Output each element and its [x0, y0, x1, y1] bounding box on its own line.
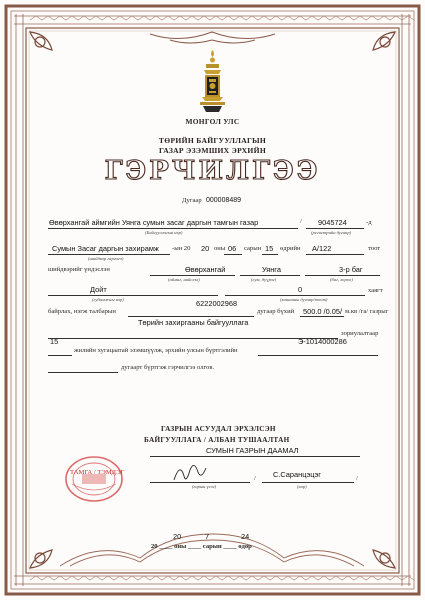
certificate-number: 000008489	[206, 197, 242, 204]
order-label: тоот	[368, 245, 381, 252]
row1-suffix: -д	[366, 219, 372, 226]
document-title: ГЭРЧИЛГЭЭ	[104, 156, 321, 186]
issue-day: 24	[241, 532, 250, 541]
land-area: 500.0 /0.05/	[303, 307, 343, 316]
header-line-1: ТӨРИЙН БАЙГУУЛЛАГЫН	[158, 136, 267, 145]
street-name: Дойт	[90, 285, 107, 294]
row6-suffix: зориулалтаар	[341, 330, 379, 337]
official-name: С.Саранцэцэг	[273, 470, 321, 479]
row5-prefix: байрлах, нэгж талбарын	[48, 308, 116, 315]
decision-authority: Сумын Засаг даргын захирамж	[52, 244, 159, 253]
bag-name: 3-р баг	[339, 265, 363, 274]
term-years: 15	[50, 337, 59, 346]
organization-caption: (Байгууллагын нэр)	[145, 230, 183, 235]
certificate-page: МОНГОЛ УЛС ТӨРИЙН БАЙГУУЛЛАГЫН ГАЗАР ЭЗЭМШИХ ЭРХИЙН ГЭРЧИЛГЭЭ Дугаар 000008489 Өвөрхангай аймгийн Уянга сумын засаг даргын тамгын газар / 9045724 -д (Байгууллагын нэр) (регистрийн дугаар) Сумын Засаг даргын захирамж -ын 20 20 оны 06 сарын 15 өдрийн А/122 тоот (шийдвэр гаргагч) шийдвэрийг үндэслэн Өвөрхангай Уянга 3-р баг (аймаг, нийслэл) (сум, дүүрэг) (баг, хороо) Дойт 0 хаягт (гудамжны нэр) (хашааны дугаар/тоот) 6222002968 байрлах, нэгж талбарын дугаар бүхий 500.0 /0.05/ м.кв /га/ газрыг Төрийн захиргааны байгууллага зориулалтаар 15 Э-1014000286 жилийн хугацаатай эзэмшүүлж, эрхийн улсын бүртгэлийн дугаарт бүртгэж гэрчилгээ олгов. ГАЗРЫН АСУУДАЛ ЭРХЭЛСЭН БАЙГУУЛЛАГА / АЛБАН ТУШААЛТАН СУМЫН ГАЗРЫН ДААМАЛ / С.Саранцэцэг / (гарын үсэг) (нэр) ТАМГА / ТЭМДЭГ 20 7 24 20 ____ оны ____ сарын ____ өдөр	[0, 0, 425, 600]
name-caption: (нэр)	[297, 484, 307, 489]
month-label: сарын	[244, 245, 262, 252]
decision-day: 15	[265, 244, 274, 253]
rights-registration-number: Э-1014000286	[298, 337, 347, 346]
street-caption: (гудамжны нэр)	[92, 297, 124, 302]
year-label: оны	[214, 245, 226, 252]
row4-suffix: хаягт	[368, 287, 383, 294]
issue-month: 7	[205, 532, 210, 541]
registration-caption: (регистрийн дугаар)	[311, 230, 352, 235]
decision-year: 20	[201, 244, 210, 253]
row5-suffix: м.кв /га/ газрыг	[345, 308, 389, 315]
aimag-caption: (аймаг, нийслэл)	[168, 277, 200, 282]
soum-caption: (сум, дүүрэг)	[251, 277, 277, 282]
bag-caption: (баг, хороо)	[330, 277, 353, 282]
decision-month: 06	[228, 244, 237, 253]
aimag-name: Өвөрхангай	[185, 265, 226, 274]
number-label: Дугаар	[182, 197, 202, 204]
row5-mid: дугаар бүхий	[257, 308, 295, 315]
year-prefix: -ын 20	[172, 245, 191, 252]
parcel-number: 6222002968	[196, 299, 238, 308]
row3-prefix: шийдвэрийг үндэслэн	[48, 266, 110, 273]
country-name: МОНГОЛ УЛС	[185, 117, 240, 126]
agency-line-1: ГАЗРЫН АСУУДАЛ ЭРХЭЛСЭН	[161, 425, 276, 433]
agency-line-2: БАЙГУУЛЛАГА / АЛБАН ТУШААЛТАН	[144, 436, 290, 444]
official-position: СУМЫН ГАЗРЫН ДААМАЛ	[206, 446, 299, 455]
header-line-2: ГАЗАР ЭЗЭМШИХ ЭРХИЙН	[158, 146, 267, 155]
row8-text: дугаарт бүртгэж гэрчилгээ олгов.	[121, 364, 215, 371]
day-label: өдрийн	[280, 245, 301, 252]
decision-caption: (шийдвэр гаргагч)	[88, 256, 124, 261]
state-emblem-icon	[196, 48, 229, 114]
house-caption: (хашааны дугаар/тоот)	[280, 297, 328, 302]
stamp-label: ТАМГА / ТЭМДЭГ	[70, 469, 125, 476]
soum-name: Уянга	[262, 265, 281, 274]
organization-name: Өвөрхангай аймгийн Уянга сумын засаг даргын тамгын газар	[49, 218, 259, 227]
order-number: А/122	[312, 244, 332, 253]
signature-caption: (гарын үсэг)	[192, 484, 217, 489]
row7-text: жилийн хугацаатай эзэмшүүлж, эрхийн улсын бүртгэлийн	[74, 347, 238, 354]
registration-number: 9045724	[318, 218, 347, 227]
house-number: 0	[298, 285, 303, 294]
land-purpose: Төрийн захиргааны байгууллага	[138, 318, 249, 327]
issue-year: 20	[173, 532, 182, 541]
issue-date-line: 20 ____ оны ____ сарын ____ өдөр	[151, 543, 252, 550]
official-stamp-icon	[62, 454, 126, 504]
